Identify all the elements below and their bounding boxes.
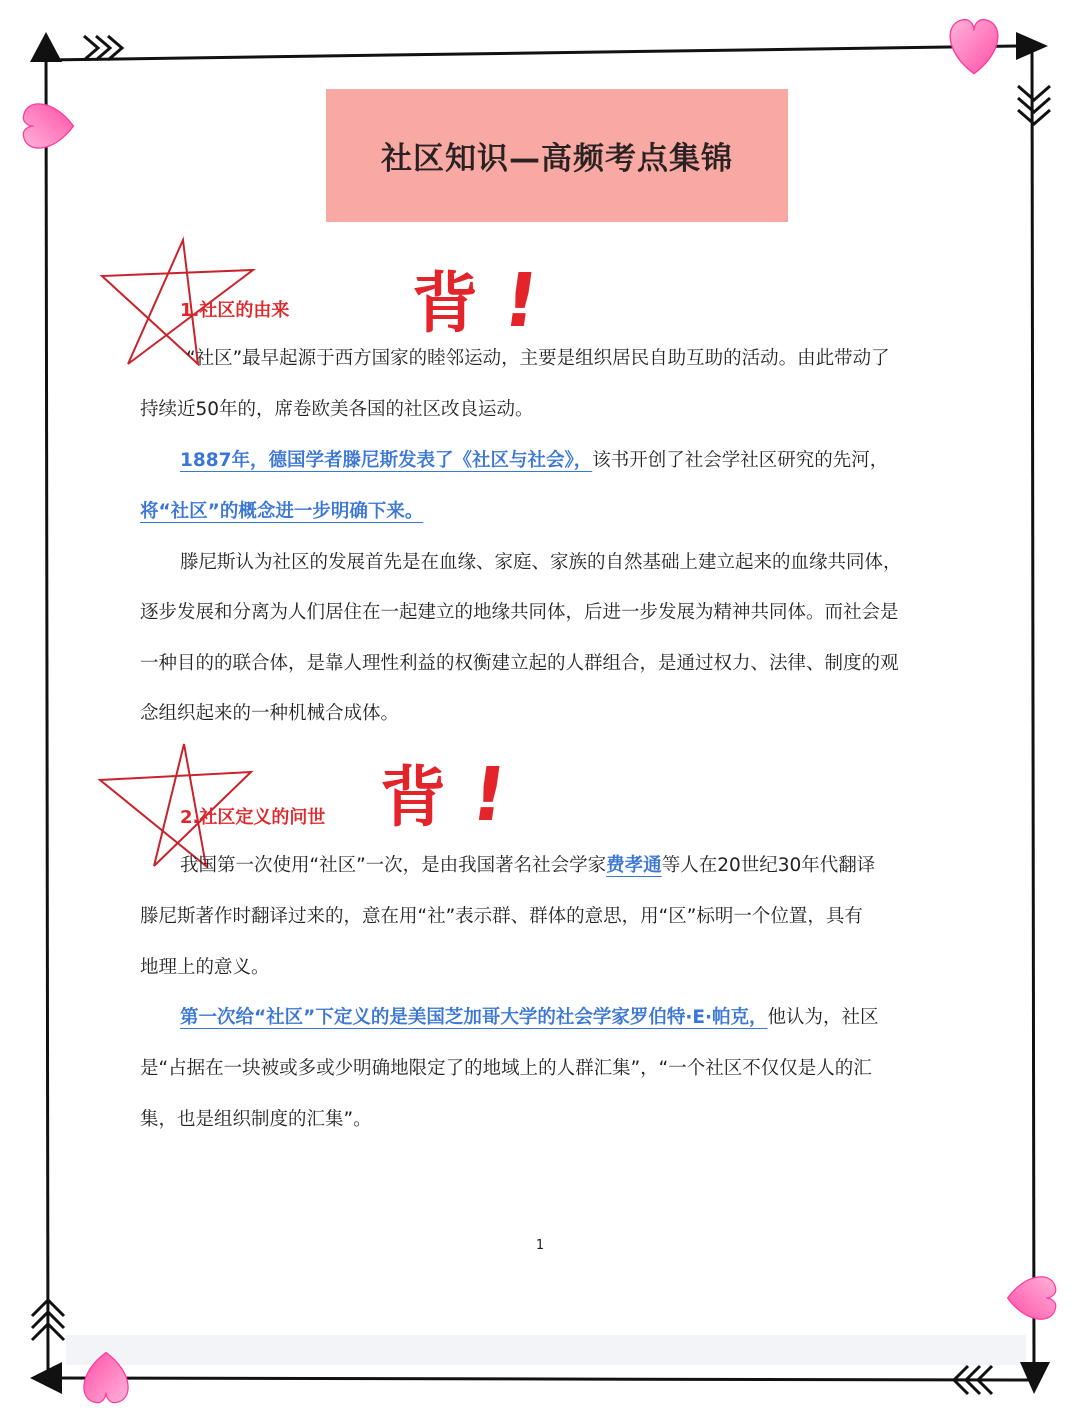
page-number: 1 [535, 1238, 545, 1253]
paragraph-line: 滕尼斯认为社区的发展首先是在血缘、家庭、家族的自然基础上建立起来的血缘共同体， [180, 552, 902, 573]
stamp-mark: ! [465, 752, 512, 838]
paragraph-line [140, 499, 940, 525]
paragraph-text: 我国第一次使用“社区”一次，是由我国著名社会学家 [180, 855, 607, 876]
paragraph-line: 一种目的的联合体，是靠人理性利益的权衡建立起的人群组合，是通过权力、法律、制度的观 [140, 653, 899, 674]
paragraph-text: 该书开创了社会学社区研究的先河， [592, 450, 889, 471]
paragraph-line [140, 448, 940, 474]
paragraph-line: 是“占据在一块被或多或少明确地限定了的地域上的人群汇集”，“一个社区不仅仅是人的汇 [140, 1058, 872, 1079]
arrow-up-icon [30, 32, 62, 62]
heart-icon [950, 20, 998, 74]
feather-right-icon [1018, 86, 1050, 124]
paragraph-line: 集，也是组织制度的汇集”。 [140, 1109, 372, 1130]
heart-icon [1008, 1277, 1056, 1319]
feather-top-left-icon [84, 36, 122, 60]
paragraph-line [140, 1005, 940, 1031]
section-2-heading: 2.社区定义的问世 [180, 807, 326, 828]
stamp-bei [380, 752, 512, 838]
paragraph-line: 地理上的意义。 [140, 957, 270, 978]
highlight-text: 1887年，德国学者滕尼斯发表了《社区与社会》， [180, 450, 593, 471]
arrow-down-icon [1020, 1362, 1050, 1394]
paragraph-line [140, 853, 940, 879]
paragraph-line: “社区”最早起源于西方国家的睦邻运动，主要是组织居民自助互助的活动。由此带动了 [186, 348, 890, 369]
heart-icon [23, 104, 73, 148]
highlight-text: 将“社区”的概念进一步明确下来。 [140, 501, 424, 522]
stamp-char: 背 [412, 265, 478, 342]
paragraph-line: 念组织起来的一种机械合成体。 [140, 703, 400, 724]
paragraph-line: 持续近50年的，席卷欧美各国的社区改良运动。 [140, 399, 534, 420]
stamp-char: 背 [380, 759, 446, 836]
paragraph-line: 滕尼斯著作时翻译过来的，意在用“社”表示群、群体的意思，用“区”标明一个位置，具有 [140, 906, 863, 927]
paragraph-text: 他认为，社区 [767, 1007, 879, 1028]
stamp-mark: ! [497, 258, 544, 344]
paragraph-line: 逐步发展和分离为人们居住在一起建立的地缘共同体，后进一步发展为精神共同体。而社会是 [140, 602, 899, 623]
heart-icon [84, 1353, 128, 1403]
highlight-text: 费孝通 [606, 855, 662, 876]
page-title: 社区知识—高频考点集锦 [326, 89, 788, 222]
arrow-left-icon [30, 1362, 62, 1394]
stamp-bei [412, 258, 544, 344]
highlight-text: 第一次给“社区”下定义的是美国芝加哥大学的社会学家罗伯特·E·帕克， [180, 1007, 768, 1028]
section-1-heading: 1.社区的由来 [180, 300, 290, 321]
paragraph-text: 等人在20世纪30年代翻译 [661, 855, 876, 876]
